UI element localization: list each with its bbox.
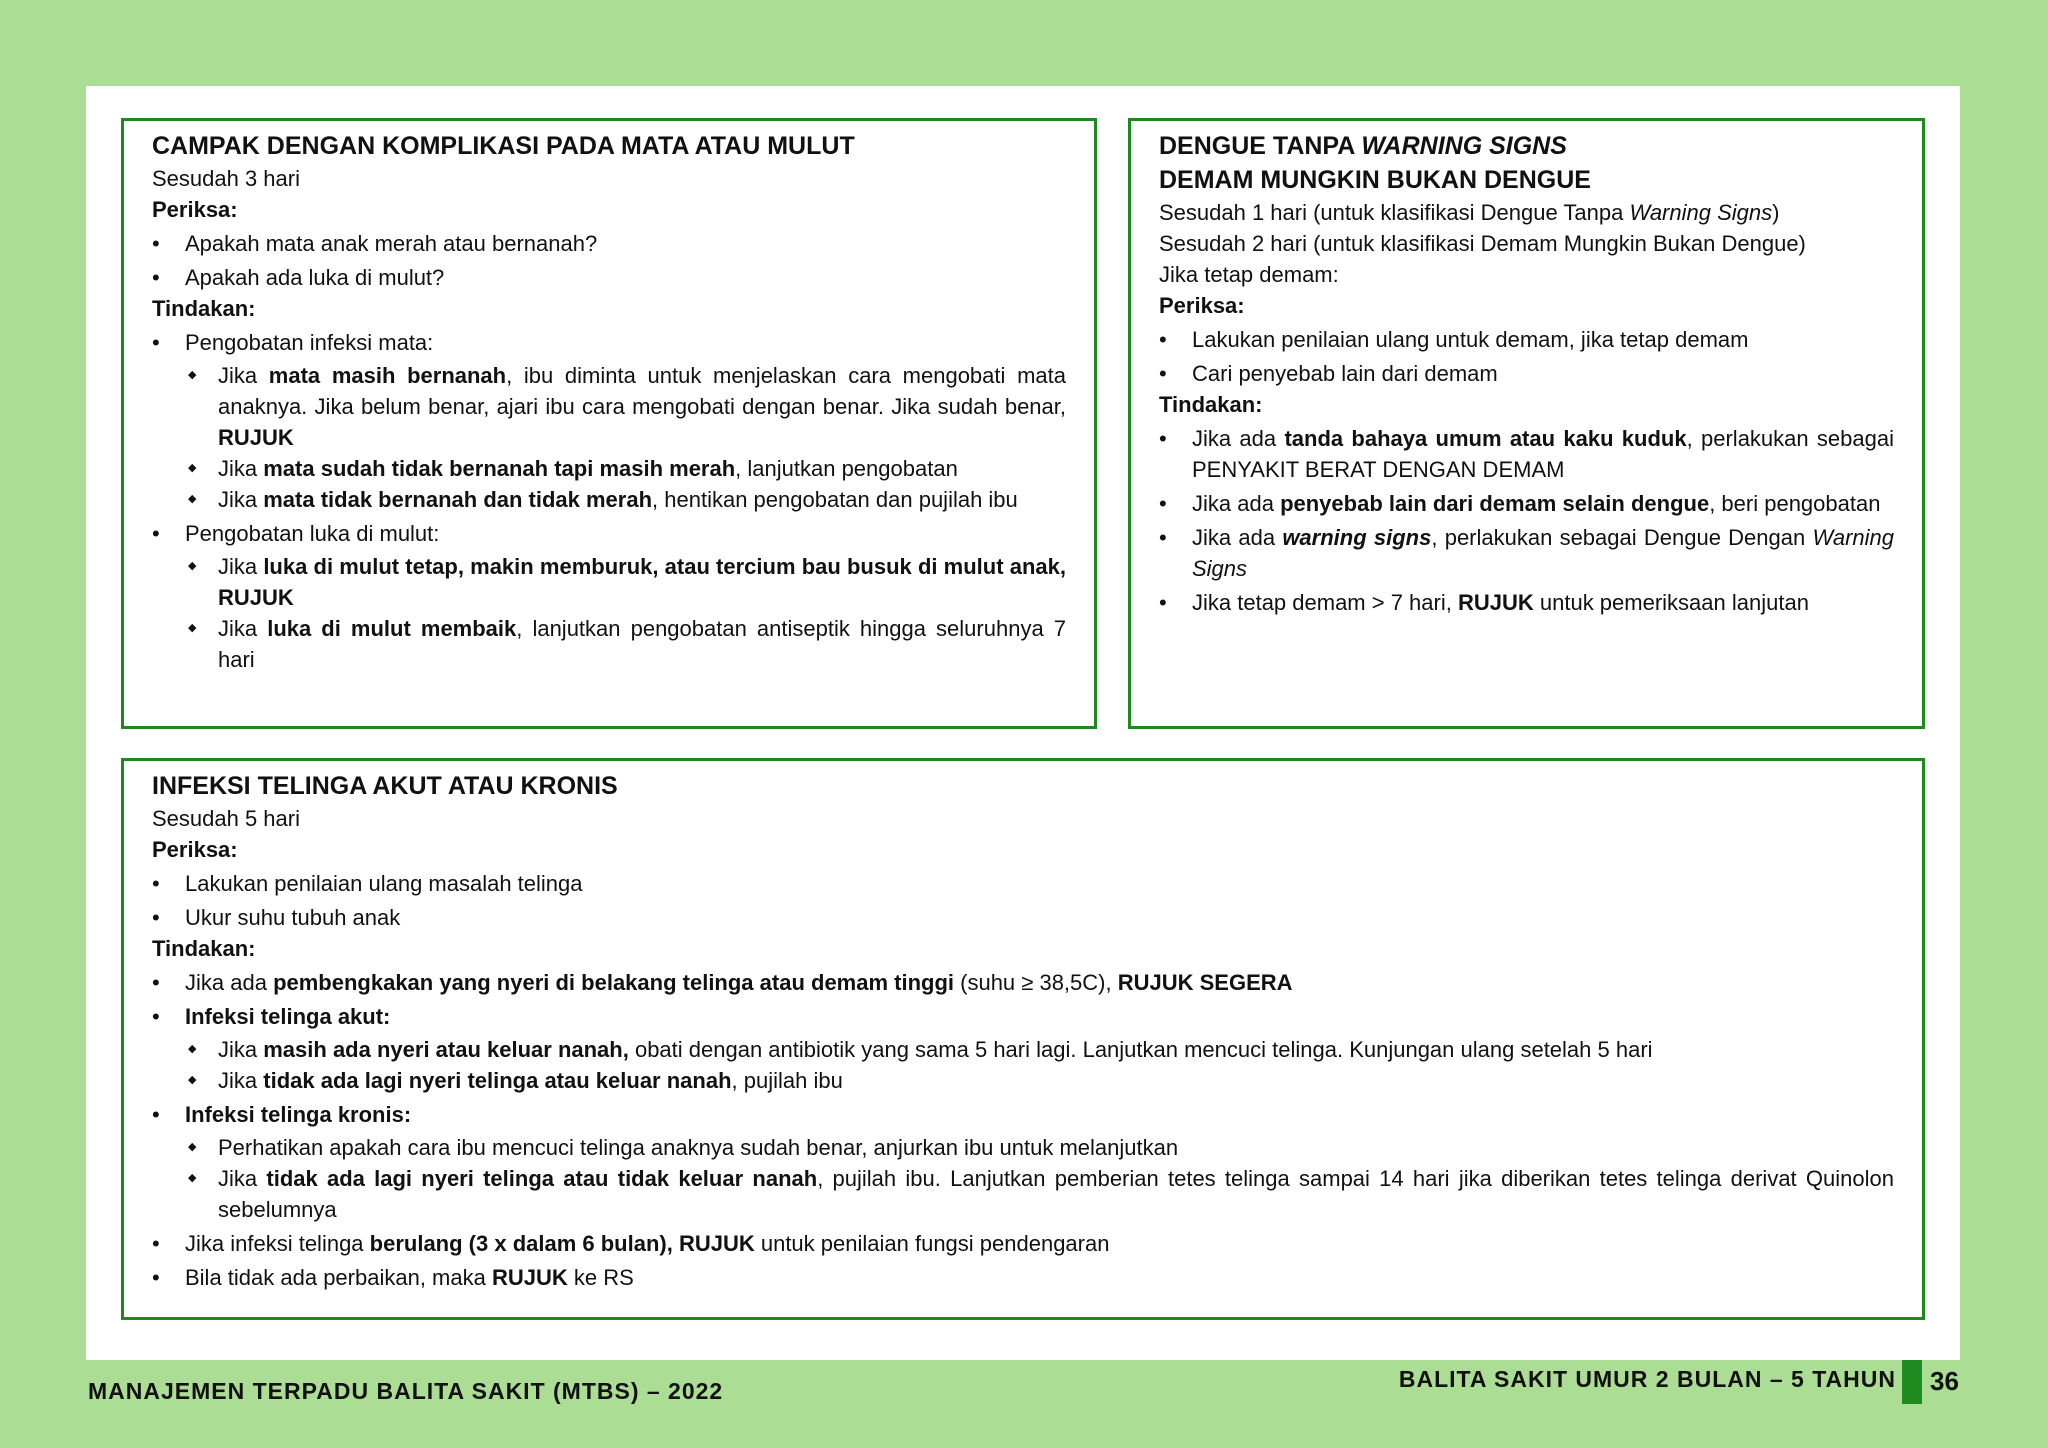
text-bold: RUJUK SEGERA	[1117, 970, 1293, 995]
item-text: Pengobatan infeksi mata:	[185, 330, 434, 355]
text: Jika	[218, 456, 264, 481]
dengue-followup-2: Sesudah 2 hari (untuk klasifikasi Demam Mungkin Bukan Dengue)	[1159, 231, 1806, 256]
text: , beri pengobatan	[1709, 491, 1881, 516]
text: Jika infeksi telinga	[185, 1231, 370, 1256]
infeksi-telinga-section	[121, 758, 1925, 1320]
text: Bila tidak ada perbaikan, maka	[185, 1265, 492, 1290]
text: Jika ada	[1192, 491, 1281, 516]
campak-tindakan-list	[152, 327, 1066, 675]
telinga-periksa-list	[152, 868, 1894, 933]
text-bold: masih ada nyeri atau keluar nanah,	[263, 1037, 629, 1062]
sub-list	[185, 1132, 1894, 1225]
list-item: • Apakah ada luka di mulut?	[152, 262, 1066, 293]
text-bold: luka di mulut tetap, makin memburuk, atau tercium bau busuk di mulut anak, RUJUK	[218, 554, 1066, 610]
list-item	[1159, 522, 1894, 584]
text: , ibu diminta untuk menjelaskan cara mengobati mata anaknya. Jika belum benar, ajari ibu cara mengobati dengan benar. Jika sudah benar,	[218, 363, 1066, 419]
campak-title: CAMPAK DENGAN KOMPLIKASI PADA MATA ATAU MULUT	[152, 132, 855, 160]
text-bold-italic: warning signs	[1282, 525, 1432, 550]
text-bold: RUJUK	[218, 425, 294, 450]
text: ke RS	[567, 1265, 634, 1290]
telinga-followup-time: Sesudah 5 hari	[152, 806, 300, 831]
dengue-title	[1159, 129, 1894, 163]
telinga-periksa-label: Periksa:	[152, 837, 238, 862]
text: , perlakukan sebagai PENYAKIT BERAT DENGAN DEMAM	[1192, 426, 1894, 482]
dengue-followup-3: Jika tetap demam:	[1159, 262, 1339, 287]
text-bold: tidak ada lagi nyeri telinga atau tidak keluar nanah	[266, 1166, 818, 1191]
dengue-followup-1	[1159, 197, 1894, 228]
sub-list-item	[185, 1163, 1894, 1225]
text: untuk penilaian fungsi pendengaran	[754, 1231, 1110, 1256]
footer-document-title: MANAJEMEN TERPADU BALITA SAKIT (MTBS) – 2022	[88, 1378, 724, 1404]
text-bold: tidak ada lagi nyeri telinga atau keluar nanah	[263, 1068, 732, 1093]
telinga-title: INFEKSI TELINGA AKUT ATAU KRONIS	[152, 772, 618, 800]
text-italic: Warning Signs	[1629, 200, 1773, 225]
sub-list	[185, 360, 1066, 515]
list-item: • Cari penyebab lain dari demam	[1159, 358, 1894, 389]
text: Jika	[218, 1037, 264, 1062]
text-bold: RUJUK	[1457, 590, 1534, 615]
campak-followup-time: Sesudah 3 hari	[152, 166, 300, 191]
text-italic: WARNING SIGNS	[1361, 132, 1567, 160]
text-bold: mata masih bernanah	[268, 363, 507, 388]
text: Jika	[218, 1068, 264, 1093]
text: DENGUE TANPA	[1159, 132, 1362, 160]
telinga-tindakan-label: Tindakan:	[152, 936, 256, 961]
sub-list-item	[185, 613, 1066, 675]
text: Jika ada	[185, 970, 274, 995]
list-item: • Apakah mata anak merah atau bernanah?	[152, 228, 1066, 259]
telinga-tindakan-list	[152, 967, 1894, 1293]
demam-title: DEMAM MUNGKIN BUKAN DENGUE	[1159, 166, 1591, 194]
text: (suhu ≥ 38,5C),	[954, 970, 1118, 995]
dengue-periksa-label: Periksa:	[1159, 293, 1245, 318]
text-bold: mata tidak bernanah dan tidak merah	[263, 487, 653, 512]
sub-list	[185, 551, 1066, 675]
text: , perlakukan sebagai Dengue Dengan	[1431, 525, 1813, 550]
list-item	[152, 518, 1066, 675]
text-bold: tanda bahaya umum atau kaku kuduk	[1284, 426, 1687, 451]
text: untuk pemeriksaan lanjutan	[1533, 590, 1809, 615]
text: , lanjutkan pengobatan	[735, 456, 958, 481]
text: Jika ada	[1192, 525, 1283, 550]
text: , pujilah ibu. Lanjutkan pemberian tetes telinga sampai 14 hari jika diberikan tetes telinga derivat Quinolon sebelumnya	[218, 1166, 1894, 1222]
item-text-bold: Infeksi telinga kronis:	[185, 1102, 412, 1127]
text: Jika tetap demam > 7 hari,	[1192, 590, 1458, 615]
sub-list-item: ◆ Perhatikan apakah cara ibu mencuci telinga anaknya sudah benar, anjurkan ibu untuk melanjutkan	[185, 1132, 1894, 1163]
dengue-tindakan-label: Tindakan:	[1159, 392, 1263, 417]
text: , lanjutkan pengobatan antiseptik hingga seluruhnya 7 hari	[218, 616, 1066, 672]
text: Jika ada	[1192, 426, 1285, 451]
list-item	[1159, 423, 1894, 485]
sub-list	[185, 1034, 1894, 1096]
text: , hentikan pengobatan dan pujilah ibu	[652, 487, 1018, 512]
text: Jika	[218, 363, 269, 388]
list-item	[152, 327, 1066, 515]
list-item	[152, 1228, 1894, 1259]
list-item	[152, 1099, 1894, 1225]
list-item	[152, 1001, 1894, 1096]
footer-section-title: BALITA SAKIT UMUR 2 BULAN – 5 TAHUN	[1398, 1366, 1896, 1392]
text-bold: mata sudah tidak bernanah tapi masih merah	[263, 456, 736, 481]
text: Jika	[218, 554, 264, 579]
list-item: • Lakukan penilaian ulang masalah telinga	[152, 868, 1894, 899]
text: Sesudah 1 hari (untuk klasifikasi Dengue Tanpa	[1159, 200, 1630, 225]
text-bold: berulang (3 x dalam 6 bulan), RUJUK	[369, 1231, 755, 1256]
campak-periksa-list	[152, 228, 1066, 293]
item-text-bold: Infeksi telinga akut:	[185, 1004, 391, 1029]
text-bold: luka di mulut membaik	[267, 616, 517, 641]
sub-list-item	[185, 1065, 1894, 1096]
sub-list-item	[185, 453, 1066, 484]
text-bold: RUJUK	[491, 1265, 568, 1290]
list-item	[152, 967, 1894, 998]
sub-list-item	[185, 1034, 1894, 1065]
item-text: Pengobatan luka di mulut:	[185, 521, 440, 546]
page-number: 36	[1930, 1366, 1959, 1396]
text: Jika	[218, 1166, 267, 1191]
text: , pujilah ibu	[731, 1068, 843, 1093]
sub-list-item	[185, 360, 1066, 453]
list-item: • Ukur suhu tubuh anak	[152, 902, 1894, 933]
dengue-tindakan-list	[1159, 423, 1894, 618]
text: Jika	[218, 616, 268, 641]
text-bold: penyebab lain dari demam selain dengue	[1280, 491, 1710, 516]
campak-section	[121, 118, 1097, 729]
list-item	[152, 1262, 1894, 1293]
text: Jika	[218, 487, 264, 512]
sub-list-item	[185, 551, 1066, 613]
text: obati dengan antibiotik yang sama 5 hari lagi. Lanjutkan mencuci telinga. Kunjungan ulang setelah 5 hari	[628, 1037, 1653, 1062]
dengue-periksa-list	[1159, 324, 1894, 389]
text-italic: Warning Signs	[1192, 525, 1894, 581]
text-bold: pembengkakan yang nyeri di belakang telinga atau demam tinggi	[273, 970, 955, 995]
campak-periksa-label: Periksa:	[152, 197, 238, 222]
campak-tindakan-label: Tindakan:	[152, 296, 256, 321]
sub-list-item	[185, 484, 1066, 515]
list-item: • Lakukan penilaian ulang untuk demam, jika tetap demam	[1159, 324, 1894, 355]
list-item	[1159, 488, 1894, 519]
dengue-section	[1128, 118, 1925, 729]
text: )	[1772, 200, 1780, 225]
list-item	[1159, 587, 1894, 618]
page-number-bar	[1902, 1360, 1922, 1404]
